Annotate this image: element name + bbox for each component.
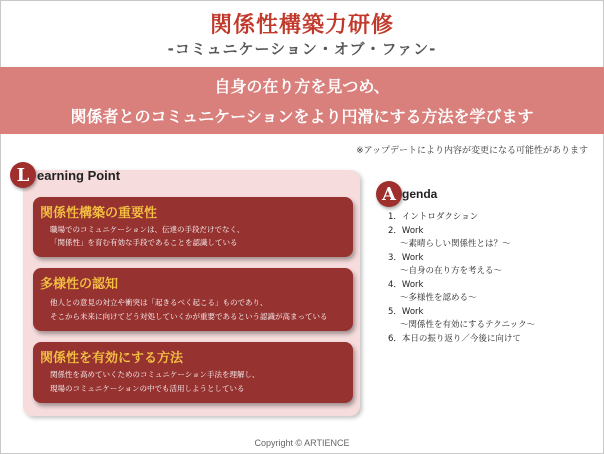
agenda-subitem: ～関係性を有効にするテクニック～ [400,320,536,330]
banner-line-1: 自身の在り方を見つめ、 [214,77,390,96]
agenda-item: 6．本日の振り返り／今後に向けて [388,333,521,344]
learning-card-relationship [33,197,353,257]
agenda-heading [376,180,437,208]
page-title: 関係性構築力研修 [209,13,394,38]
card-text-line: 職場でのコミュニケーションは、伝達の手段だけでなく、 [50,225,245,234]
agenda-item: 3．Work [388,252,424,263]
agenda-item: 4．Work [388,279,424,290]
card-title: 関係性を有効にする方法 [40,351,184,366]
learning-point-heading [10,160,120,190]
banner-line-2: 関係者とのコミュニケーションをより円滑にする方法を学びます [70,107,534,126]
agenda-subitem: ～多様性を認める～ [400,293,477,303]
learning-card-diversity [33,268,353,331]
agenda-subitem: ～素晴らしい関係性とは？～ [400,239,511,249]
card-text-line: 他人との意見の対立や衝突は「起きるべく起こる」ものであり、 [50,298,268,307]
card-text-line: そこから未来に向けてどう対処していくかが重要であるという認識が高まっている [50,312,328,321]
card-text-line: 現場のコミュニケーションの中でも活用しようとしている [50,384,245,393]
card-title: 関係性構築の重要性 [40,206,158,221]
agenda-subitem: ～自身の在り方を考える～ [400,266,503,276]
copyright: Copyright © ARTIENCE [254,438,350,448]
agenda-item: 1．イントロダクション [388,212,479,222]
learning-point-heading-text: earning Point [37,167,121,183]
card-title: 多様性の認知 [40,277,119,292]
learning-point-initial-badge: L [10,162,36,188]
agenda-heading-text: genda [402,187,438,201]
agenda-initial-badge: A [376,181,402,207]
update-note: ※アップデートにより内容が変更になる可能性があります [356,146,588,156]
agenda-list [388,211,535,346]
card-text-line: 関係性を高めていくためのコミュニケーション手法を理解し、 [50,370,260,379]
agenda-item: 5．Work [388,306,424,317]
agenda-item: 2．Work [388,225,424,236]
banner [0,67,604,134]
page-subtitle: -コミュニケーション・オブ・ファン- [167,40,437,58]
card-text-line: 「関係性」を育む有効な手段であることを認識している [50,238,238,247]
learning-card-method [33,342,353,403]
